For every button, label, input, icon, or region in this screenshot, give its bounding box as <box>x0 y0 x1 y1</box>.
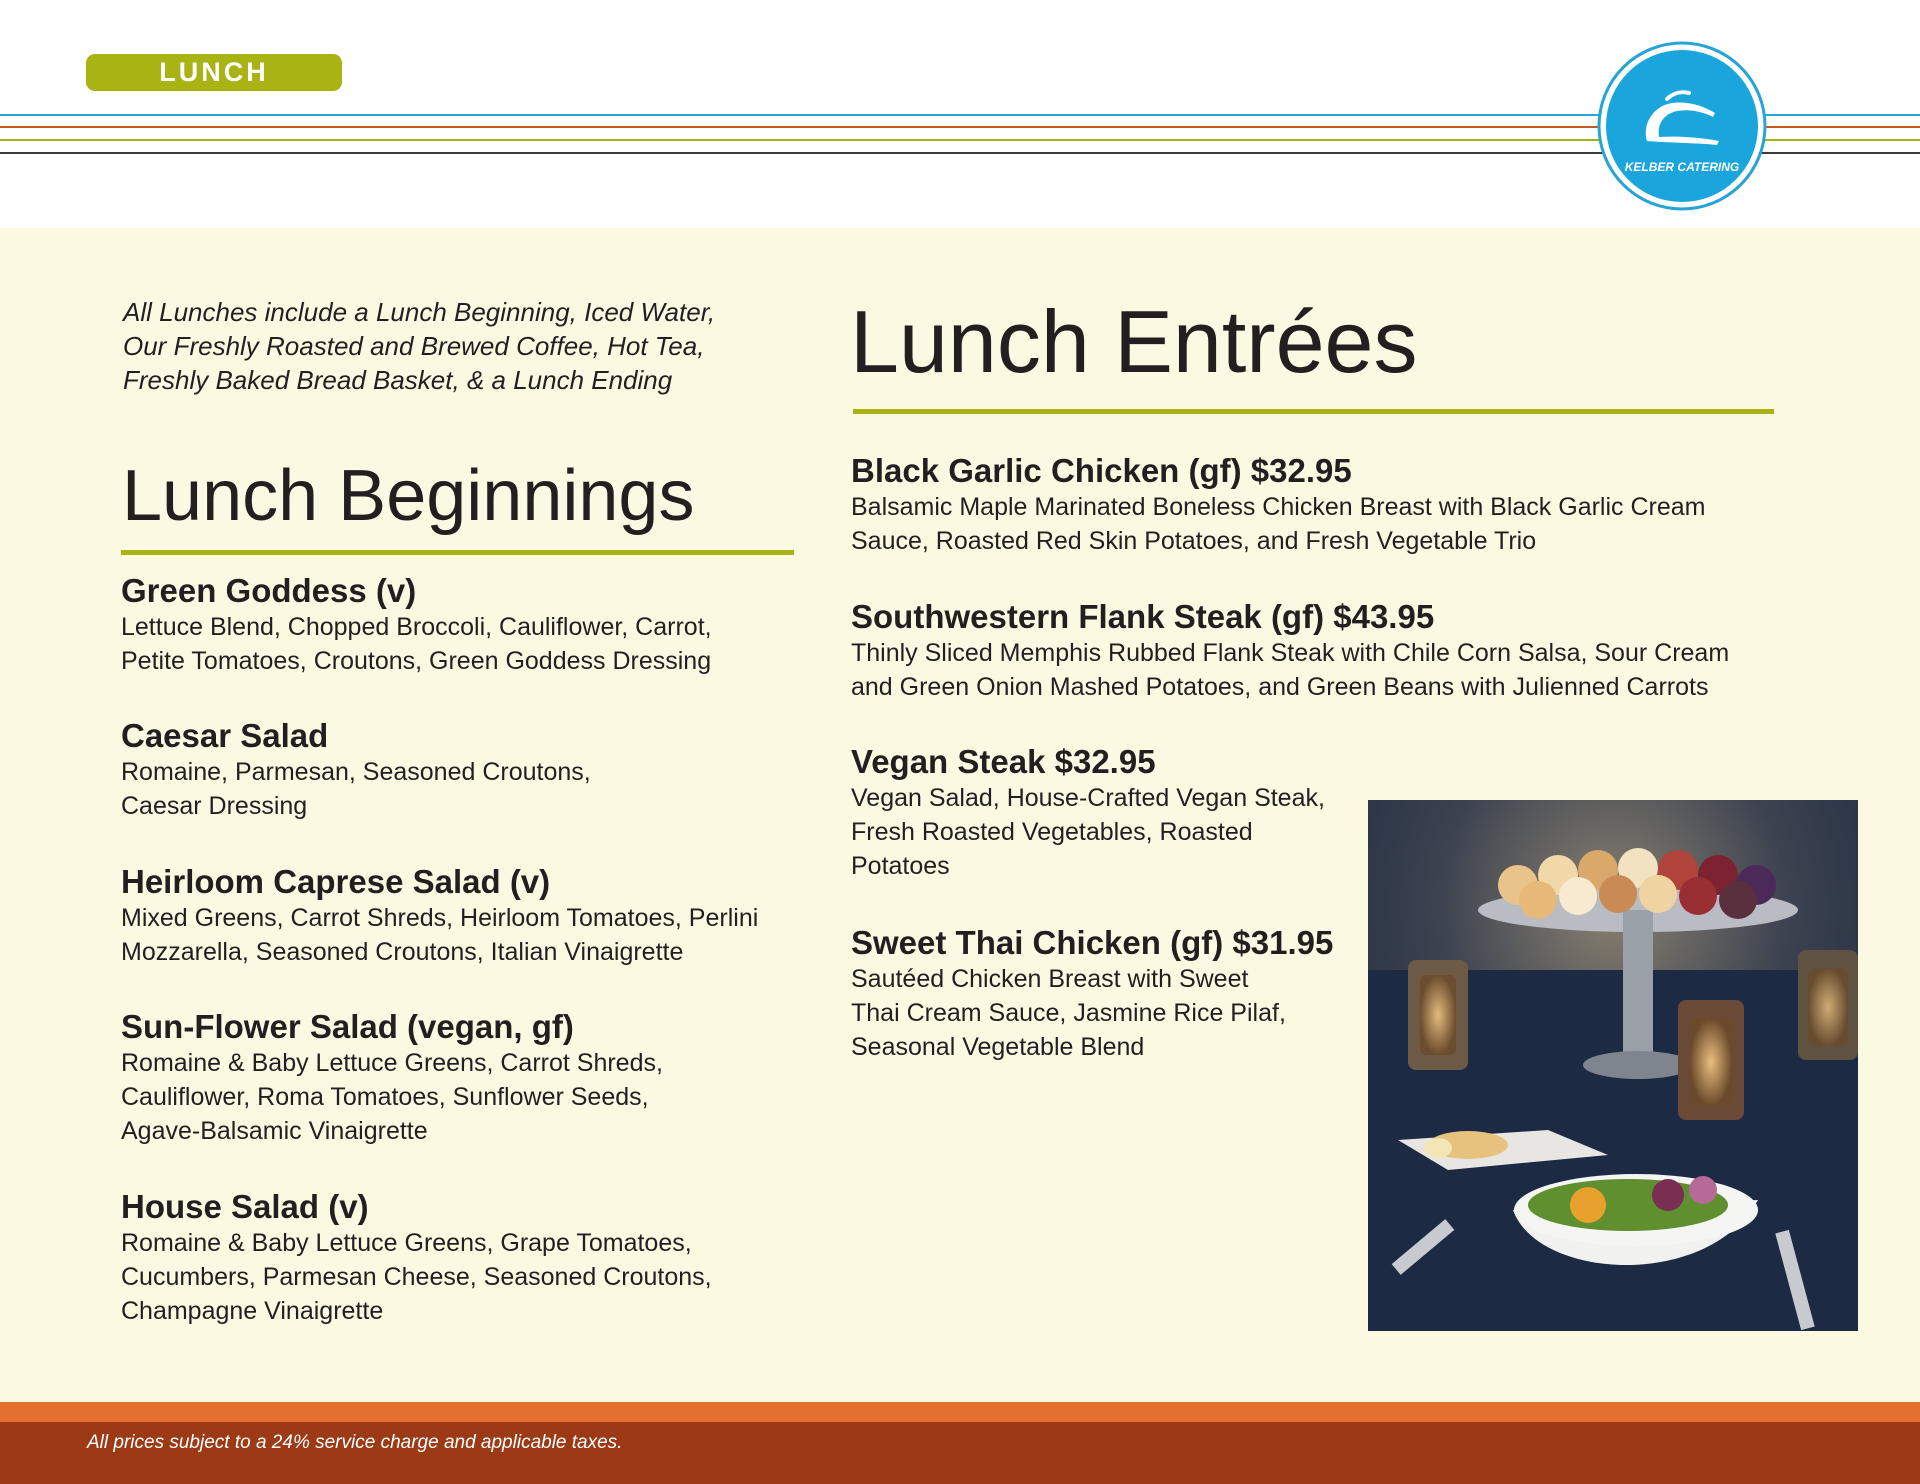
menu-item-southwestern-flank-steak <box>851 598 1861 704</box>
service-charge-note: All prices subject to a 24% service charge and applicable taxes. <box>87 1432 623 1453</box>
item-name: Caesar Salad <box>121 717 329 754</box>
menu-item-green-goddess <box>121 572 811 678</box>
item-desc-line: Petite Tomatoes, Croutons, Green Goddess Dressing <box>121 647 712 675</box>
item-desc-line: Mozzarella, Seasoned Croutons, Italian Vinaigrette <box>121 938 684 966</box>
lunch-entrees-title: Lunch Entrées <box>850 292 1418 391</box>
item-desc-line: Sautéed Chicken Breast with Sweet <box>851 965 1249 993</box>
item-desc-line: Champagne Vinaigrette <box>121 1297 384 1325</box>
item-desc-line: Sauce, Roasted Red Skin Potatoes, and Fresh Vegetable Trio <box>851 527 1537 555</box>
kelber-catering-logo <box>1597 41 1767 211</box>
item-desc-line: Potatoes <box>851 852 950 880</box>
menu-item-black-garlic-chicken <box>851 452 1851 558</box>
lunch-tab-label: LUNCH <box>86 54 342 91</box>
entrees-underline <box>853 409 1774 414</box>
item-desc-line: Agave-Balsamic Vinaigrette <box>121 1117 428 1145</box>
item-desc-line: Romaine & Baby Lettuce Greens, Carrot Shreds, <box>121 1049 663 1077</box>
item-name: House Salad (v) <box>121 1188 369 1225</box>
logo-text: KELBER CATERING <box>1624 160 1740 174</box>
item-desc-line: Cucumbers, Parmesan Cheese, Seasoned Croutons, <box>121 1263 712 1291</box>
menu-item-sun-flower-salad <box>121 1008 811 1148</box>
intro-line: Freshly Baked Bread Basket, & a Lunch Ending <box>123 365 673 395</box>
menu-item-vegan-steak <box>851 743 1351 883</box>
item-desc-line: Lettuce Blend, Chopped Broccoli, Cauliflower, Carrot, <box>121 613 712 641</box>
item-desc-line: Romaine, Parmesan, Seasoned Croutons, <box>121 758 591 786</box>
item-name: Sun-Flower Salad (vegan, gf) <box>121 1008 574 1045</box>
item-name: Vegan Steak $32.95 <box>851 743 1156 780</box>
food-photo <box>1368 800 1858 1331</box>
item-desc-line: Balsamic Maple Marinated Boneless Chicken Breast with Black Garlic Cream <box>851 493 1706 521</box>
item-desc-line: Vegan Salad, House-Crafted Vegan Steak, <box>851 784 1325 812</box>
intro-note <box>123 295 763 397</box>
item-name: Southwestern Flank Steak (gf) $43.95 <box>851 598 1435 635</box>
item-name: Heirloom Caprese Salad (v) <box>121 863 551 900</box>
menu-item-house-salad <box>121 1188 811 1328</box>
item-desc-line: Caesar Dressing <box>121 792 308 820</box>
item-desc-line: and Green Onion Mashed Potatoes, and Green Beans with Julienned Carrots <box>851 673 1709 701</box>
item-name: Sweet Thai Chicken (gf) $31.95 <box>851 924 1334 961</box>
item-desc-line: Mixed Greens, Carrot Shreds, Heirloom Tomatoes, Perlini <box>121 904 759 932</box>
item-desc-line: Thai Cream Sauce, Jasmine Rice Pilaf, <box>851 999 1286 1027</box>
item-name: Green Goddess (v) <box>121 572 417 609</box>
beginnings-underline <box>121 550 794 555</box>
menu-item-heirloom-caprese <box>121 863 811 969</box>
lunch-beginnings-title: Lunch Beginnings <box>122 456 695 536</box>
intro-line: Our Freshly Roasted and Brewed Coffee, Hot Tea, <box>123 331 705 361</box>
item-name: Black Garlic Chicken (gf) $32.95 <box>851 452 1352 489</box>
intro-line: All Lunches include a Lunch Beginning, Iced Water, <box>123 297 716 327</box>
item-desc-line: Fresh Roasted Vegetables, Roasted <box>851 818 1253 846</box>
menu-item-caesar-salad <box>121 717 811 823</box>
item-desc-line: Cauliflower, Roma Tomatoes, Sunflower Seeds, <box>121 1083 649 1111</box>
item-desc-line: Seasonal Vegetable Blend <box>851 1033 1145 1061</box>
menu-item-sweet-thai-chicken <box>851 924 1351 1064</box>
footer-accent-bar <box>0 1402 1920 1422</box>
item-desc-line: Thinly Sliced Memphis Rubbed Flank Steak with Chile Corn Salsa, Sour Cream <box>851 639 1730 667</box>
item-desc-line: Romaine & Baby Lettuce Greens, Grape Tomatoes, <box>121 1229 692 1257</box>
